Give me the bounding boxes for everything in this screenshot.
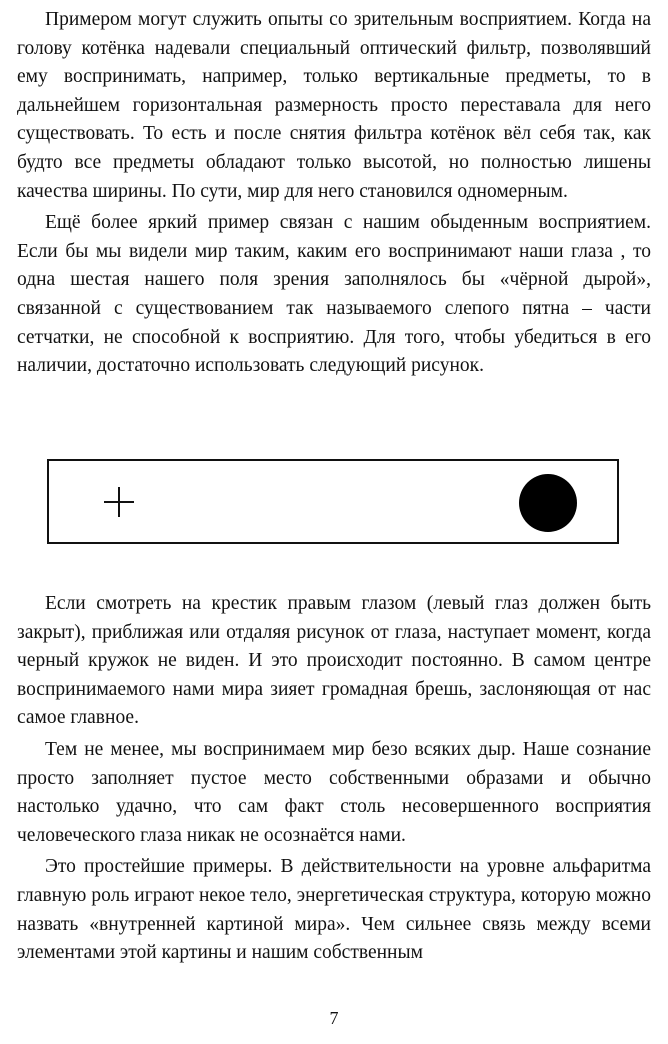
paragraph-4: Тем не менее, мы воспринимаем мир безо всяких дыр. Наше сознание просто заполняет пустое место собственными образами и обычно настолько удачно, что сам факт столь несовершенного восприятия человеческого глаза никак не осознаётся нами. — [17, 738, 651, 846]
cross-mark — [104, 487, 134, 517]
paragraph-5: Это простейшие примеры. В действительности на уровне альфаритма главную роль играют некое тело, энергетическая структура, которую можно назвать «внутренней картиной мира». Чем сильнее связь между всеми элементами этой картины и нашим собственным — [17, 856, 651, 964]
black-circle — [519, 474, 577, 532]
text-block-upper — [17, 6, 651, 381]
paragraph-1: Примером могут служить опыты со зрительным восприятием. Когда на голову котёнка надевали специальный оптический фильтр, позволявший ему воспринимать, например, только вертикальные предметы, то в дальнейшем горизонтальная размерность просто переставала для него существовать. То есть и после снятия фильтра котёнок вёл себя так, как будто все предметы обладают только высотой, но полностью лишены качества ширины. По сути, мир для него становился одномерным. — [17, 9, 651, 202]
text-block-lower — [17, 590, 651, 968]
paragraph-3: Если смотреть на крестик правым глазом (левый глаз должен быть закрыт), приближая или отдаляя рисунок от глаза, наступает момент, когда черный кружок не виден. И это происходит постоянно. В самом центре воспринимаемого нами мира зияет громадная брешь, заслоняющая от нас самое главное. — [17, 593, 651, 729]
paragraph-2: Ещё более яркий пример связан с нашим обыденным восприятием. Если бы мы видели мир таким, каким его воспринимают наши глаза , то одна шестая нашего поля зрения заполнялось бы «чёрной дырой», связанной с существованием так называемого слепого пятна – части сетчатки, не способной к восприятию. Для того, чтобы убедиться в его наличии, достаточно использовать следующий рисунок. — [17, 212, 651, 377]
page-number: 7 — [329, 1008, 339, 1028]
